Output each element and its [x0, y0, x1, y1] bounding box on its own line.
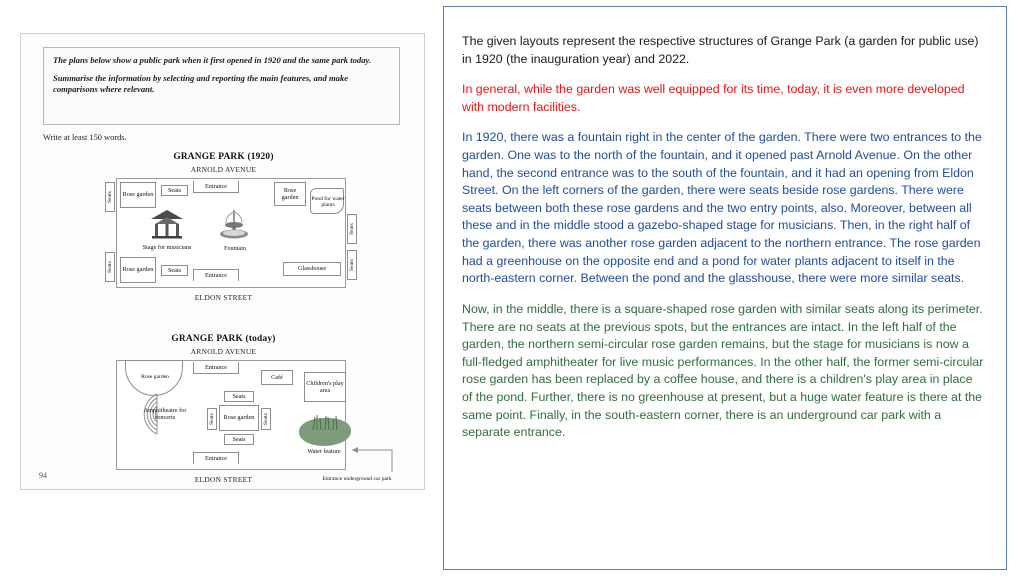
plan-today-top-street: ARNOLD AVENUE	[190, 347, 257, 356]
label-seats-south-today: Seats	[224, 434, 254, 445]
label-seats-left-top-1920: Seats	[105, 182, 115, 212]
label-seats-north-today: Seats	[224, 391, 254, 402]
label-seats-left-bottom-1920: Seats	[105, 252, 115, 282]
water-feature-plants-icon	[309, 414, 343, 430]
label-stage-1920: Stage for musicians	[142, 244, 192, 252]
label-pond-1920: Pond for water plants	[311, 195, 345, 208]
plan-1920-title: GRANGE PARK (1920)	[173, 152, 274, 162]
page-number: 94	[39, 471, 47, 480]
task-page-scan	[20, 33, 425, 490]
label-entrance-bottom-1920: Entrance	[193, 269, 239, 281]
answer-paragraph-overview: In general, while the garden was well equipped for its time, today, it is even more developed with modern facilities.	[462, 82, 965, 114]
label-entrance-bottom-today: Entrance	[193, 452, 239, 464]
task-prompt-box	[43, 47, 400, 125]
label-car-park-today: Entrance underground car park	[322, 475, 392, 482]
answer-paragraph-intro: The given layouts represent the respective structures of Grange Park (a garden for public use) in 1920 (the inauguration year) and 2022.	[462, 34, 979, 66]
label-cafe-today: Café	[261, 370, 293, 385]
answer-paragraph-1920: In 1920, there was a fountain right in the center of the garden. There were two entrances to the garden. One was to the north of the fountain, and it opened past Arnold Avenue. On the other hand, the second entrance was to the south of the fountain, and it had an opening from Eldon Street. On the left corners of the garden, there were seats beside rose gardens. There were seats between both these rose gardens and the two entry points, also. Moreover, between all these and in the middle stood a gazebo-shaped stage for musicians. Then, in the right half of the garden, there was another rose garden adjacent to the northern entrance. The rose garden had a greenhouse on the opposite end and a pond for water plants adjacent to itself in the north-eastern corner. Between the pond and the glasshouse, there were more similar seats.	[462, 130, 982, 286]
label-childrens-play-today: Children's play area	[304, 372, 346, 402]
label-seats-sw-1920: Seats	[161, 265, 188, 276]
label-seats-right-bottom-1920: Seats	[347, 250, 357, 280]
label-seats-nw-1920: Seats	[161, 185, 188, 196]
plan-today-bottom-street: ELDON STREET	[194, 475, 253, 484]
gazebo-stage-icon	[146, 209, 188, 239]
label-amphitheatre-today: Amphitheatre for concerts	[143, 406, 187, 421]
label-rose-garden-nw-1920: Rose garden	[120, 182, 156, 208]
label-entrance-top-today: Entrance	[193, 362, 239, 374]
fountain-icon	[219, 208, 249, 242]
task-prompt-line-2: Summarise the information by selecting and reporting the main features, and make comparisons where relevant.	[53, 73, 349, 95]
label-water-feature-today: Water feature	[307, 448, 341, 456]
label-seats-east-today: Seats	[261, 408, 271, 430]
label-seats-right-top-1920: Seats	[347, 214, 357, 244]
task-prompt-line-1: The plans below show a public park when it first opened in 1920 and the same park today.	[53, 55, 372, 65]
label-rose-garden-ne-1920: Rose garden	[274, 182, 306, 206]
plan-today	[21, 334, 426, 494]
answer-panel	[443, 6, 1007, 570]
label-rose-garden-centre-today: Rose garden	[219, 405, 259, 431]
label-glasshouse-1920: Glasshouse	[283, 262, 341, 276]
plan-1920-bottom-street: ELDON STREET	[194, 293, 253, 302]
label-rose-garden-sw-1920: Rose garden	[120, 257, 156, 283]
plan-1920	[21, 152, 426, 317]
label-seats-west-today: Seats	[207, 408, 217, 430]
label-entrance-top-1920: Entrance	[193, 181, 239, 193]
plan-today-title: GRANGE PARK (today)	[171, 334, 276, 344]
answer-paragraph-today: Now, in the middle, there is a square-shaped rose garden with similar seats along its perimeter. There are no seats at the previous spots, but the entrances are intact. In the left half of the garden, the northern semi-circular rose garden remains, but the stage for musicians is now a full-fledged amphitheater for live music performances. In the other half, the former semi-circular rose garden has been replaced by a coffee house, and there is a children's play area in place of the pond. Further, there is no greenhouse at present, but a huge water feature is there at the same point. Finally, in the south-eastern corner, there is an underground car park with a separate entrance.	[462, 301, 984, 440]
label-fountain-1920: Fountain	[223, 245, 246, 253]
word-count-instruction: Write at least 150 words.	[43, 133, 127, 142]
label-rose-garden-nw-today: Rose garden	[141, 373, 169, 380]
plan-1920-top-street: ARNOLD AVENUE	[190, 165, 257, 174]
